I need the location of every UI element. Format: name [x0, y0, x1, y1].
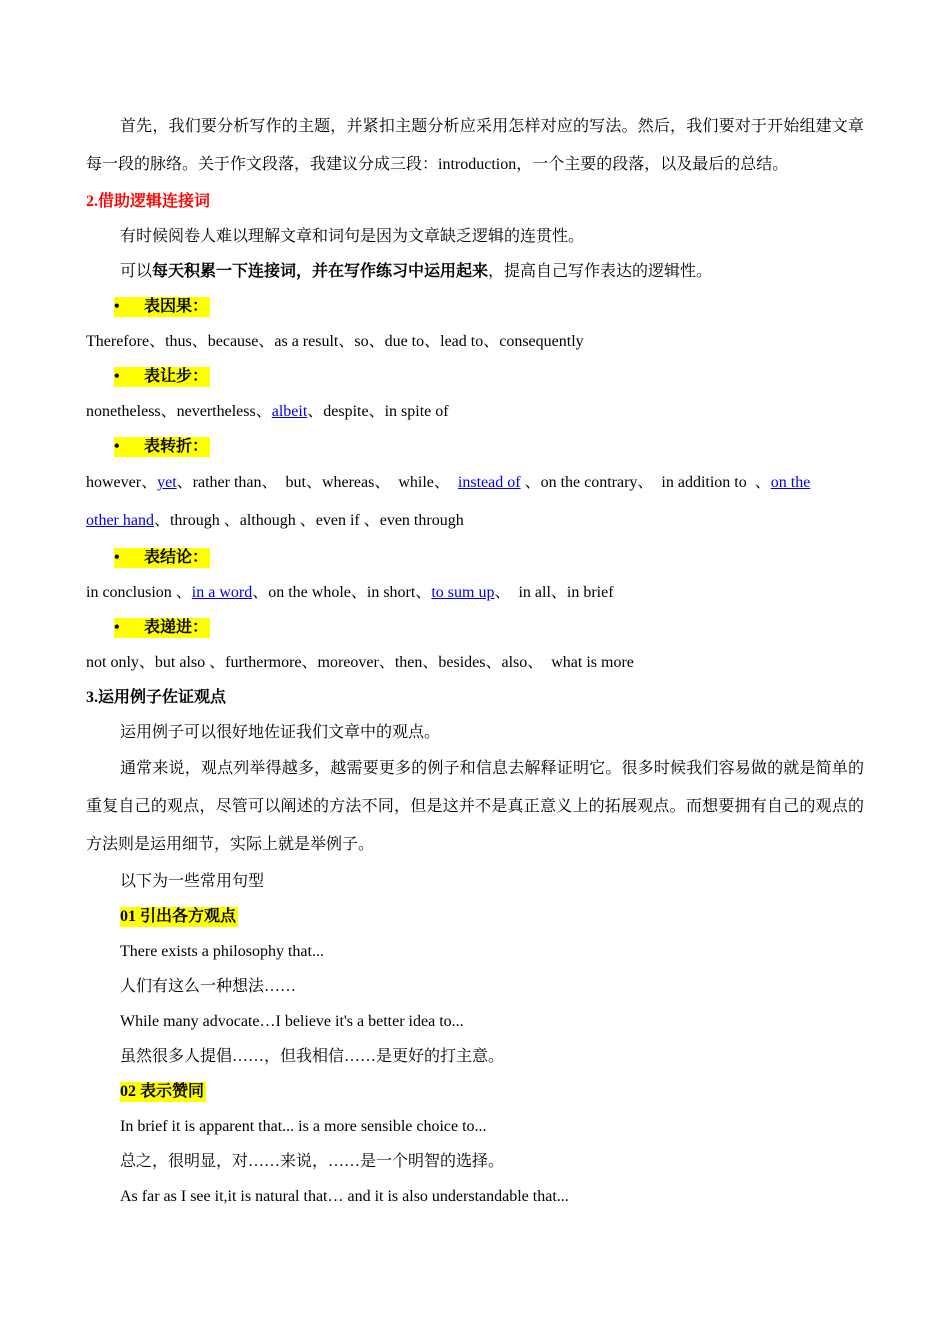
sentence-line: While many advocate…I believe it's a better idea to... — [120, 1013, 464, 1030]
subsection-2-title: 02 表示赞同 — [120, 1083, 205, 1100]
subsection-1-heading — [86, 899, 864, 934]
subsection-1-title: 01 引出各方观点 — [120, 908, 237, 925]
section-2-paragraph-2 — [86, 254, 864, 289]
concession-words — [86, 394, 864, 429]
bullet-conclusion-label: 表结论： — [144, 549, 209, 566]
contrast-words — [86, 464, 864, 540]
contrast-text-4: 、through 、although 、even if 、even through — [153, 512, 464, 529]
sentence-line: As far as I see it,it is natural that… and it is also understandable that... — [120, 1188, 569, 1205]
bullet-progression — [86, 610, 864, 645]
conclusion-words — [86, 575, 864, 610]
contrast-text-1: however、 — [86, 474, 158, 491]
sentence-line: In brief it is apparent that... is a more sensible choice to... — [120, 1118, 487, 1135]
link-to-sum-up[interactable]: to sum up — [431, 584, 495, 601]
sentence-line: There exists a philosophy that... — [120, 943, 324, 960]
bullet-contrast — [86, 429, 864, 464]
bullet-concession — [86, 359, 864, 394]
p2-prefix: 可以 — [120, 263, 153, 280]
bullet-icon: • — [114, 368, 120, 385]
link-yet[interactable]: yet — [157, 474, 177, 491]
bullet-contrast-label: 表转折： — [144, 438, 209, 455]
bullet-progression-label: 表递进： — [144, 619, 209, 636]
section-3-paragraph-2: 通常来说，观点列举得越多，越需要更多的例子和信息去解释证明它。很多时候我们容易做的就是简单的重复自己的观点，尽管可以阐述的方法不同，但是这并不是真正意义上的拓展观点。而想要拥有自己的观点的方法则是运用细节，实际上就是举例子。 — [86, 760, 864, 853]
subsection-2-heading — [86, 1074, 864, 1109]
sentence-line: 虽然很多人提倡……，但我相信……是更好的打主意。 — [120, 1048, 505, 1065]
contrast-text-2: 、rather than、 but、whereas、 while、 — [176, 474, 458, 491]
intro-paragraph: 首先，我们要分析写作的主题，并紧扣主题分析应采用怎样对应的写法。然后，我们要对于开始组建文章每一段的脉络。关于作文段落，我建议分成三段：introduction，一个主要的段落，以及最后的总结。 — [86, 118, 864, 173]
section-3-paragraph-1: 运用例子可以很好地佐证我们文章中的观点。 — [120, 724, 441, 741]
link-on-the[interactable]: on the — [770, 474, 811, 491]
link-instead-of[interactable]: instead of — [457, 474, 521, 491]
section-3-paragraph-3: 以下为一些常用句型 — [120, 873, 265, 890]
concession-text-1: nonetheless、nevertheless、 — [86, 403, 272, 420]
conclusion-text-2: 、on the whole、in short、 — [252, 584, 432, 601]
link-albeit[interactable]: albeit — [271, 403, 308, 420]
concession-text-2: 、despite、in spite of — [307, 403, 449, 420]
bullet-icon: • — [114, 298, 120, 315]
p2-suffix: ，提高自己写作表达的逻辑性。 — [488, 263, 713, 280]
link-in-a-word[interactable]: in a word — [191, 584, 253, 601]
document-page — [86, 108, 864, 1214]
section-3-heading: 3.运用例子佐证观点 — [86, 689, 227, 706]
p2-bold-text: 每天积累一下连接词，并在写作练习中运用起来 — [152, 263, 489, 280]
conclusion-text-1: in conclusion 、 — [86, 584, 192, 601]
contrast-text-3: 、on the contrary、 in addition to 、 — [520, 474, 771, 491]
link-other-hand[interactable]: other hand — [86, 512, 154, 529]
section-2-heading: 2.借助逻辑连接词 — [86, 193, 211, 210]
conclusion-text-3: 、 in all、in brief — [494, 584, 614, 601]
bullet-icon: • — [114, 549, 120, 566]
sentence-line: 人们有这么一种想法…… — [120, 978, 297, 995]
bullet-concession-label: 表让步： — [144, 368, 209, 385]
section-2-paragraph-1: 有时候阅卷人难以理解文章和词句是因为文章缺乏逻辑的连贯性。 — [120, 228, 585, 245]
cause-words: Therefore、thus、because、as a result、so、due to、lead to、consequently — [86, 333, 584, 350]
bullet-cause — [86, 289, 864, 324]
progression-words: not only、but also 、furthermore、moreover、then、besides、also、 what is more — [86, 654, 634, 671]
bullet-cause-label: 表因果： — [144, 298, 209, 315]
bullet-icon: • — [114, 619, 120, 636]
bullet-icon: • — [114, 438, 120, 455]
sentence-line: 总之，很明显，对……来说，……是一个明智的选择。 — [120, 1153, 505, 1170]
bullet-conclusion — [86, 540, 864, 575]
